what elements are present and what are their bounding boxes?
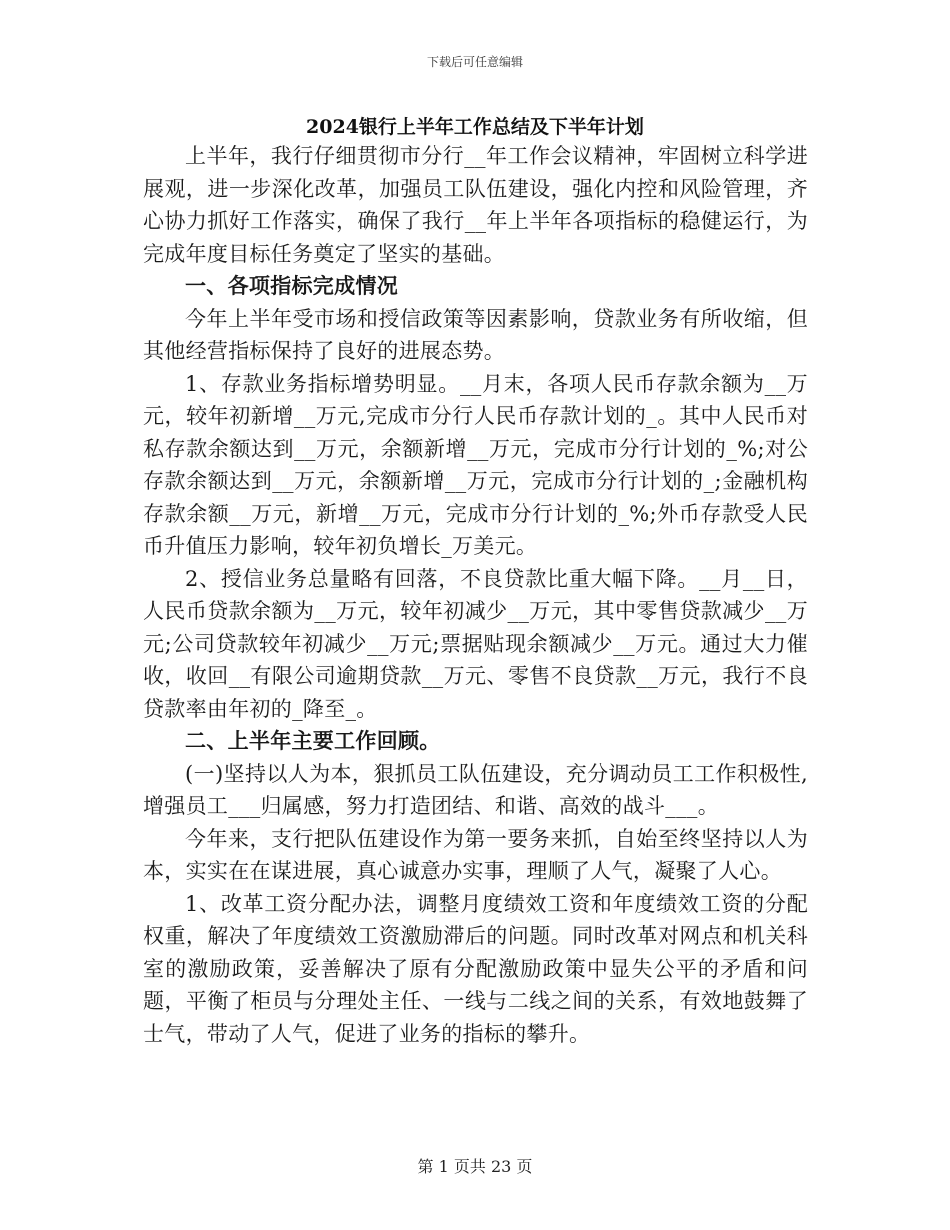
paragraph-credit: 2、授信业务总量略有回落，不良贷款比重大幅下降。__月__日，人民币贷款余额为__万元，较年初减少__万元，其中零售贷款减少__万元;公司贷款较年初减少__万元;票据贴现余额减少__万元。通过大力催收，收回__有限公司逾期贷款__万元、零售不良贷款__万元，我行不良贷款率由年初的_降至_。 [143, 566, 808, 721]
paragraph-salary-reform: 1、改革工资分配办法，调整月度绩效工资和年度绩效工资的分配权重，解决了年度绩效工资激励滞后的问题。同时改革对网点和机关科室的激励政策，妥善解决了原有分配激励政策中显失公平的矛盾和问题，平衡了柜员与分理处主任、一线与二线之间的关系，有效地鼓舞了士气，带动了人气，促进了业务的指标的攀升。 [143, 891, 808, 1046]
paragraph-overview: 今年上半年受市场和授信政策等因素影响，贷款业务有所收缩，但其他经营指标保持了良好的进展态势。 [143, 306, 808, 363]
paragraph-intro: 上半年，我行仔细贯彻市分行__年工作会议精神，牢固树立科学进展观，进一步深化改革，加强员工队伍建设，强化内控和风险管理，齐心协力抓好工作落实，确保了我行__年上半年各项指标的稳健运行，为完成年度目标任务奠定了坚实的基础。 [143, 144, 808, 266]
header-note: 下载后可任意编辑 [426, 55, 523, 69]
section-heading-2: 二、上半年主要工作回顾。 [185, 728, 441, 753]
paragraph-people-first: 今年来，支行把队伍建设作为第一要务来抓，自始至终坚持以人为本，实实在在谋进展，真心诚意办实事，理顺了人气，凝聚了人心。 [143, 826, 808, 883]
document-title: 2024银行上半年工作总结及下半年计划 [306, 116, 644, 138]
paragraph-deposits: 1、存款业务指标增势明显。__月末，各项人民币存款余额为__万元，较年初新增__万元,完成市分行人民币存款计划的_。其中人民币对私存款余额达到__万元，余额新增__万元，完成市分行计划的_%;对公存款余额达到__万元，余额新增__万元，完成市分行计划的_;金融机构存款余额__万元，新增__万元，完成市分行计划的_%;外币存款受人民币升值压力影响，较年初负增长_万美元。 [143, 371, 808, 558]
paragraph-team-building: (一)坚持以人为本，狠抓员工队伍建设，充分调动员工工作积极性,增强员工___归属感，努力打造团结、和谐、高效的战斗___。 [143, 761, 808, 818]
section-heading-1: 一、各项指标完成情况 [185, 273, 398, 298]
page-number: 第 1 页共 23 页 [417, 1157, 533, 1176]
document-body [143, 140, 808, 1050]
